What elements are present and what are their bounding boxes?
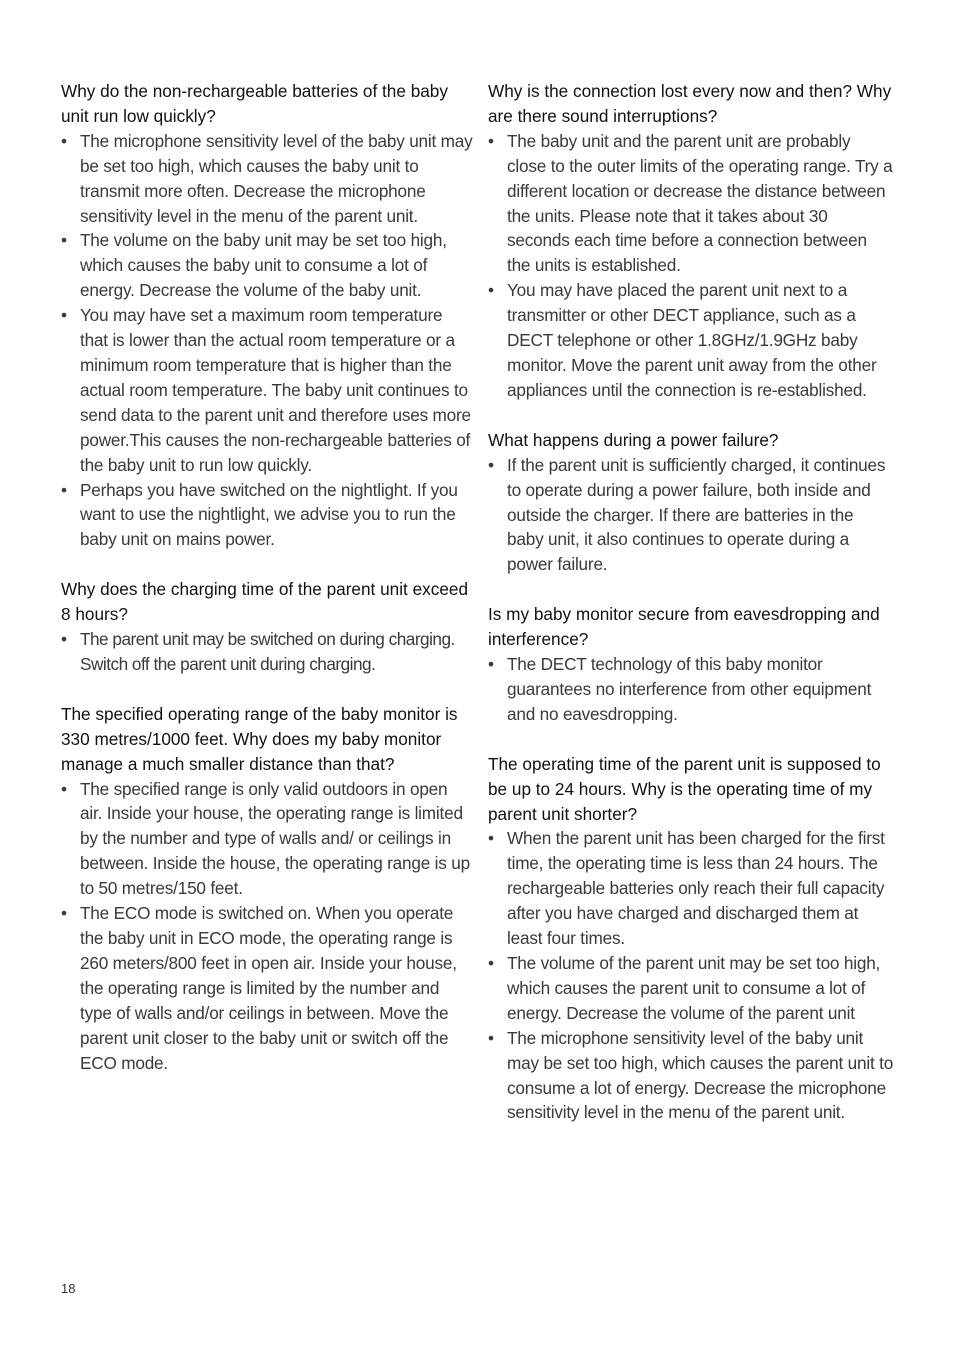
faq-answer-item: [488, 453, 894, 578]
bullet-icon: •: [61, 305, 67, 326]
faq-answer-text: The baby unit and the parent unit are probably close to the outer limits of the operating range. Try a different location or decrease the distance between the units. Please note that it takes about 30 seconds each time before a connection between the units is established.: [507, 130, 893, 276]
faq-question: Is my baby monitor secure from eavesdropping and interference?: [488, 604, 880, 650]
faq-answer-text: When the parent unit has been charged for the first time, the operating time is less than 24 hours. The rechargeable batteries only reach their full capacity after you have charged and discharged them at least four times.: [507, 828, 885, 949]
faq-answer-item: [61, 303, 473, 477]
bullet-icon: •: [488, 130, 494, 151]
faq-answer-list: [61, 777, 473, 1076]
faq-section-operating-range: [61, 702, 473, 1076]
bullet-icon: •: [61, 479, 67, 500]
faq-answer-list: [488, 129, 894, 403]
faq-answer-text: If the parent unit is sufficiently charged, it continues to operate during a power failure, both inside and outside the charger. If there are batteries in the baby unit, it also continues to operate during a power failure.: [507, 454, 886, 575]
faq-section-operating-time: [488, 752, 894, 1126]
faq-answer-text: The volume on the baby unit may be set too high, which causes the baby unit to consume a lot of energy. Decrease the volume of the baby unit.: [80, 230, 447, 301]
faq-answer-list: [61, 129, 473, 552]
faq-answer-text: The specified range is only valid outdoors in open air. Inside your house, the operating range is limited by the number and type of walls and/ or ceilings in between. Inside the house, the operating range is up to 50 metres/150 feet.: [80, 778, 470, 899]
faq-answer-text: You may have set a maximum room temperature that is lower than the actual room temperature or a minimum room temperature that is higher than the actual room temperature. The baby unit continues to send data to the parent unit and therefore uses more power.This causes the non-rechargeable batteries of the baby unit to run low quickly.: [80, 305, 471, 475]
faq-answer-list: [61, 627, 473, 677]
bullet-icon: •: [61, 903, 67, 924]
bullet-icon: •: [488, 1027, 494, 1048]
faq-section-charging-time: [61, 577, 473, 677]
bullet-icon: •: [488, 454, 494, 475]
faq-answer-item: [488, 278, 894, 403]
bullet-icon: •: [488, 953, 494, 973]
faq-question: Why does the charging time of the parent unit exceed 8 hours?: [61, 579, 469, 625]
faq-answer-text: The microphone sensitivity level of the baby unit may be set too high, which causes the parent unit to consume a lot of energy. Decrease the microphone sensitivity level in the menu of the parent unit.: [507, 1027, 894, 1123]
bullet-icon: •: [488, 280, 494, 301]
faq-answer-list: [488, 826, 894, 1125]
faq-answer-text: Perhaps you have switched on the nightlight. If you want to use the nightlight, we advise you to run the baby unit on mains power.: [80, 479, 458, 550]
faq-answer-text: The parent unit may be switched on during charging. Switch off the parent unit during charging.: [80, 629, 455, 674]
faq-section-security: [488, 602, 894, 727]
faq-answer-item: [488, 1026, 894, 1126]
faq-question: Why do the non-rechargeable batteries of the baby unit run low quickly?: [61, 81, 448, 126]
right-column: [488, 79, 894, 1150]
left-column: [61, 79, 473, 1100]
faq-question: Why is the connection lost every now and then? Why are there sound interruptions?: [488, 81, 892, 126]
bullet-icon: •: [488, 828, 494, 849]
faq-answer-item: [488, 826, 894, 951]
faq-section-connection-lost: [488, 79, 894, 403]
bullet-icon: •: [61, 778, 67, 799]
faq-question: What happens during a power failure?: [488, 429, 779, 450]
faq-question: The operating time of the parent unit is supposed to be up to 24 hours. Why is the operating time of my parent unit shorter?: [488, 753, 881, 824]
page-number: 18: [61, 1281, 76, 1296]
bullet-icon: •: [61, 130, 67, 151]
faq-answer-text: The ECO mode is switched on. When you operate the baby unit in ECO mode, the operating range is 260 meters/800 feet in open air. Inside your house, the operating range is limited by the number and type of walls and/or ceilings in between. Move the parent unit closer to the baby unit or switch off the ECO mode.: [80, 903, 457, 1073]
faq-question: The specified operating range of the baby monitor is 330 metres/1000 feet. Why does my baby monitor manage a much smaller distance than that?: [61, 703, 458, 774]
bullet-icon: •: [488, 654, 494, 675]
faq-answer-item: [61, 777, 473, 902]
faq-answer-item: [488, 652, 894, 727]
faq-answer-item: [61, 228, 473, 303]
faq-answer-item: [61, 627, 473, 677]
faq-answer-list: [488, 453, 894, 578]
faq-answer-item: [488, 951, 894, 1026]
faq-answer-text: The DECT technology of this baby monitor guarantees no interference from other equipment and no eavesdropping.: [507, 654, 872, 724]
faq-answer-list: [488, 652, 894, 727]
faq-answer-text: The microphone sensitivity level of the baby unit may be set too high, which causes the baby unit to transmit more often. Decrease the microphone sensitivity level in the menu of the parent unit.: [80, 130, 473, 226]
faq-answer-item: [61, 901, 473, 1075]
bullet-icon: •: [61, 629, 67, 650]
faq-section-power-failure: [488, 428, 894, 577]
bullet-icon: •: [61, 230, 67, 251]
faq-answer-item: [61, 129, 473, 229]
faq-answer-text: The volume of the parent unit may be set too high, which causes the parent unit to consume a lot of energy. Decrease the volume of the parent unit: [507, 953, 881, 1023]
faq-section-battery-low: [61, 79, 473, 552]
faq-answer-item: [488, 129, 894, 278]
faq-answer-text: You may have placed the parent unit next to a transmitter or other DECT appliance, such as a DECT telephone or other 1.8GHz/1.9GHz baby monitor. Move the parent unit away from the other appliances until the connection is re-established.: [507, 280, 877, 400]
faq-answer-item: [61, 478, 473, 553]
